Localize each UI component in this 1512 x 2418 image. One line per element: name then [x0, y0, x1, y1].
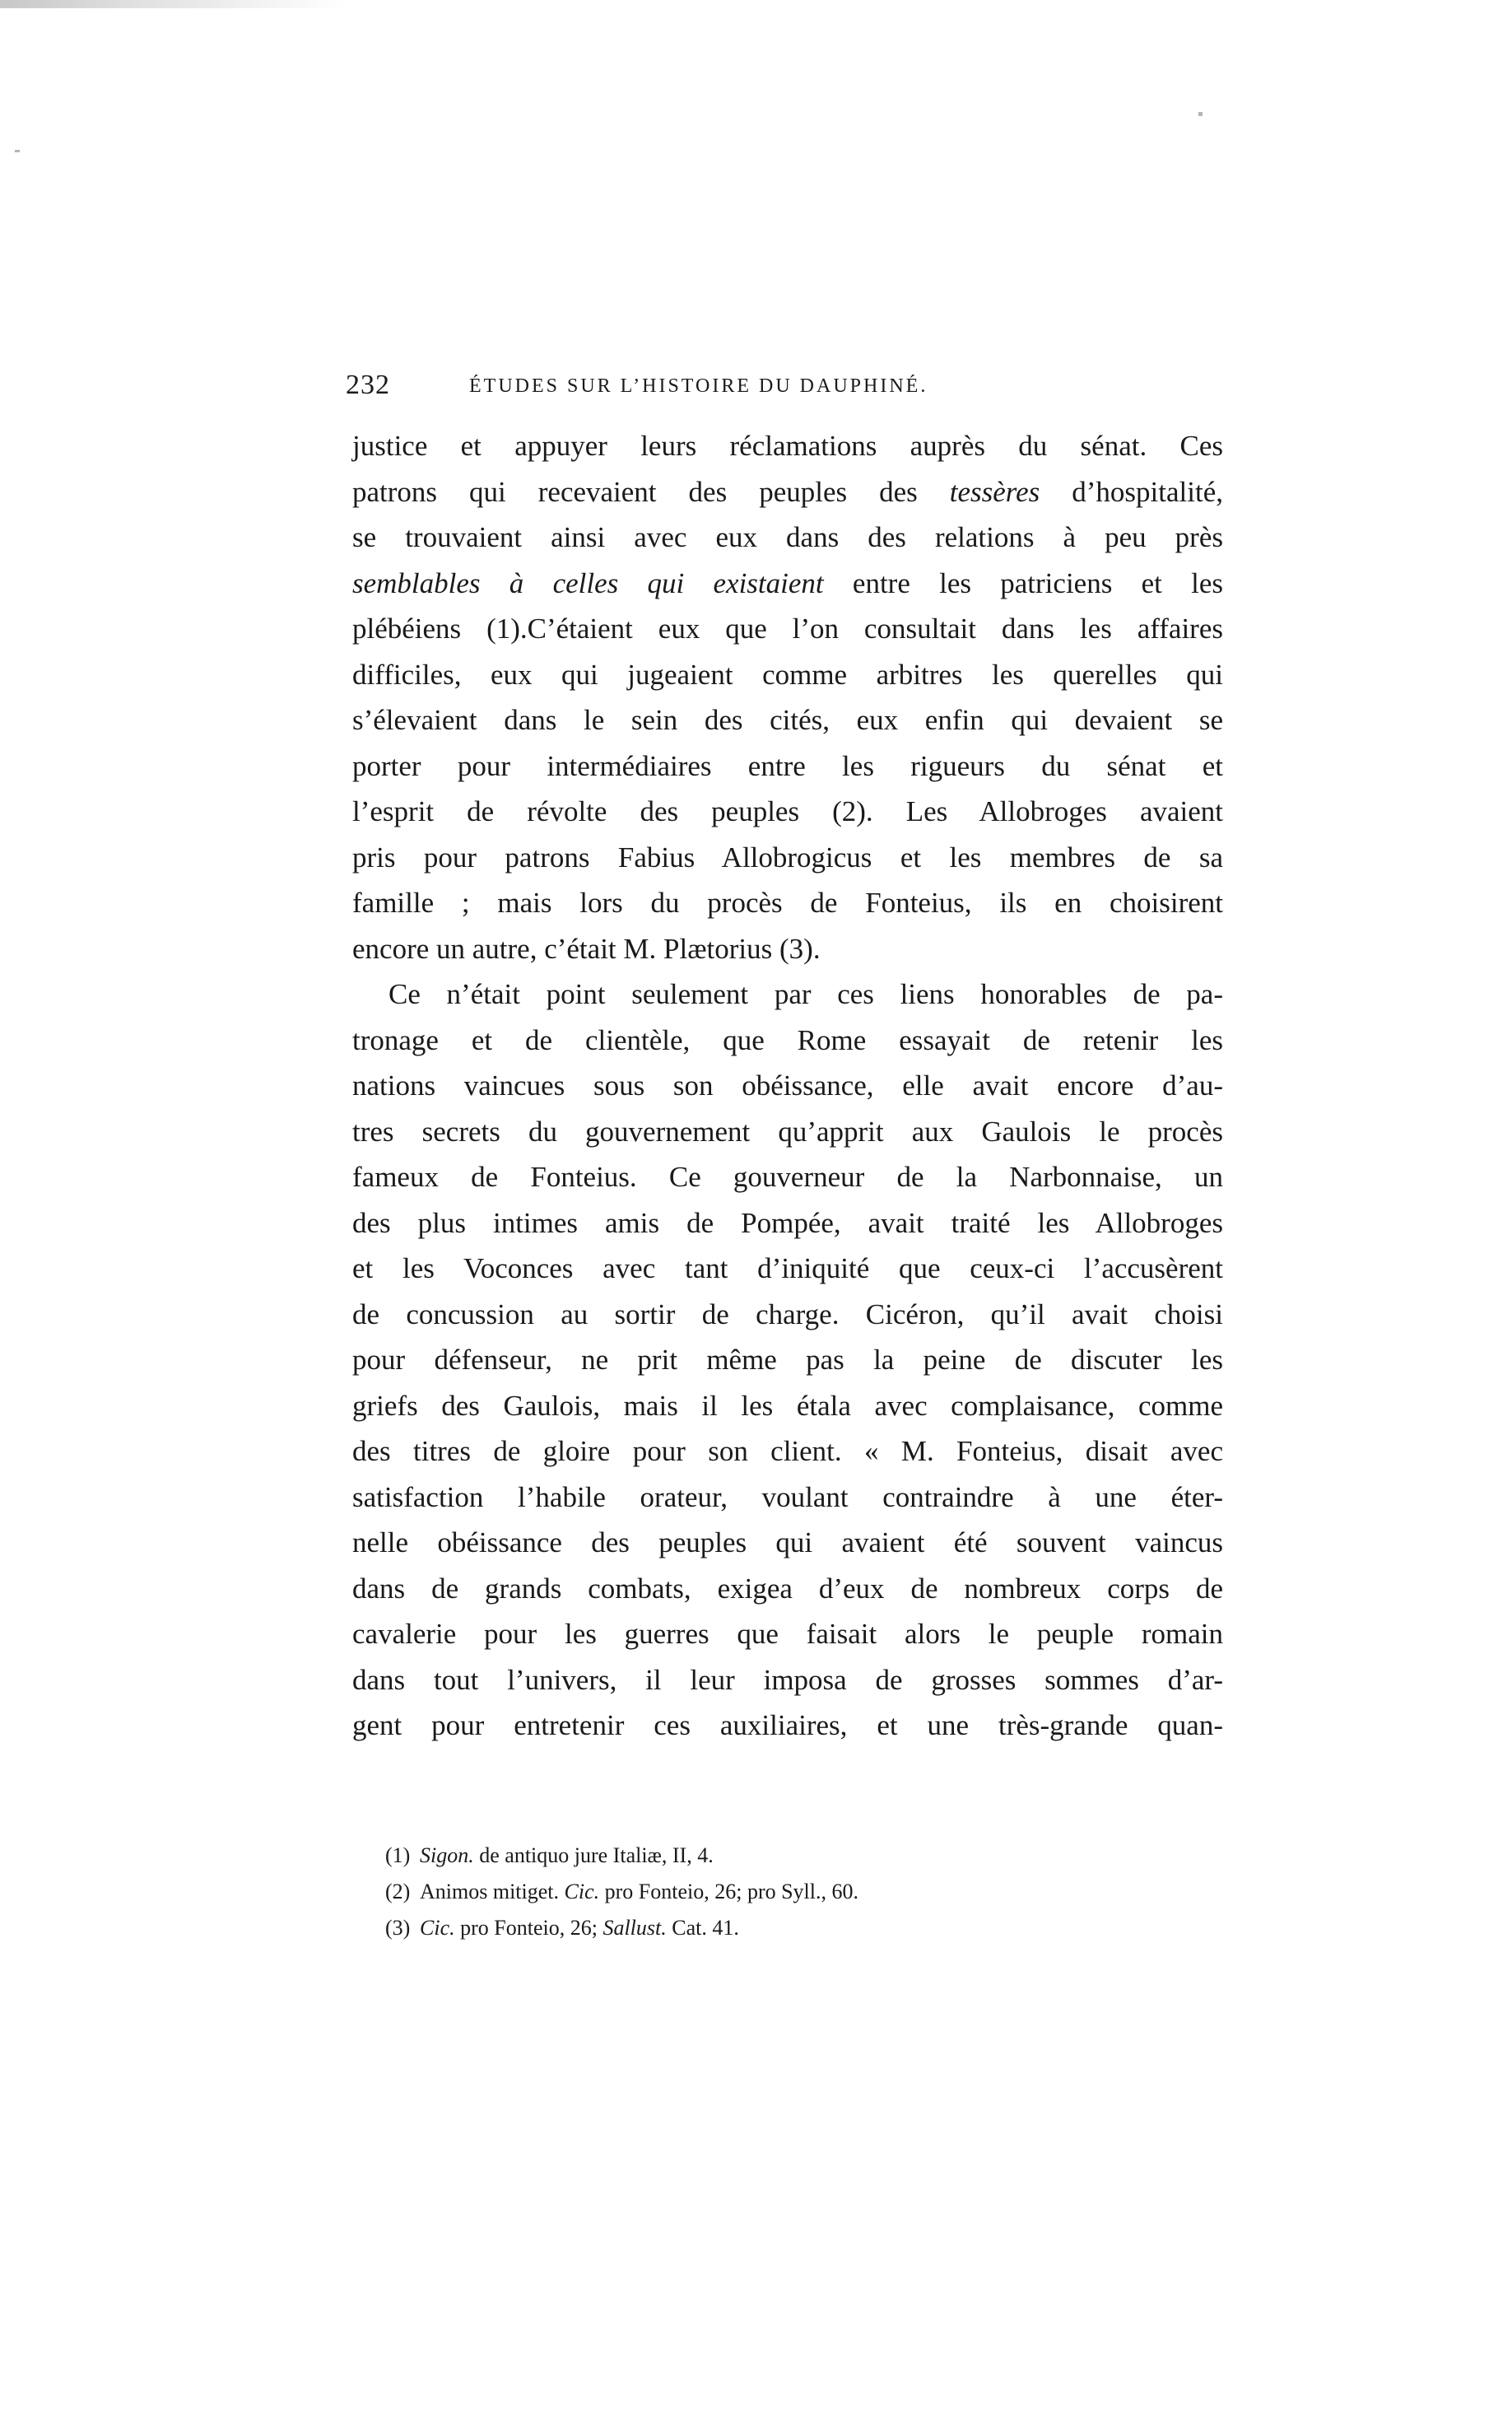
text-line: Ce n’était point seulement par ces liens honorables de pa- [388, 978, 1223, 1010]
footnote-text: pro Fonteio, 26; pro Syll., 60. [604, 1880, 859, 1903]
footnote-marker: (3) [385, 1916, 411, 1940]
text-line: tres secrets du gouvernement qu’apprit aux Gaulois le procès [352, 1115, 1223, 1148]
running-title: ÉTUDES SUR L’HISTOIRE DU DAUPHINÉ. [469, 375, 928, 397]
text-run: entre les patriciens et les [852, 566, 1223, 599]
text-line: difficiles, eux qui jugeaient comme arbitres les querelles qui [352, 658, 1223, 691]
text-line: pris pour patrons Fabius Allobrogicus et les membres de sa [352, 841, 1223, 874]
footnote-2 [385, 1874, 1175, 1910]
text-line: nations vaincues sous son obéissance, elle avait encore d’au- [352, 1069, 1223, 1102]
text-line: dans de grands combats, exigea d’eux de nombreux corps de [352, 1572, 1223, 1605]
italic-term: tessères [949, 475, 1040, 508]
text-line: s’élevaient dans le sein des cités, eux enfin qui devaient se [352, 704, 1223, 736]
footnote-author: Cic. [564, 1880, 600, 1903]
text-line: griefs des Gaulois, mais il les étala avec complaisance, comme [352, 1389, 1223, 1422]
margin-speck [15, 150, 20, 152]
footnote-marker: (1) [385, 1843, 411, 1867]
footnote-author: Sallust. [602, 1916, 667, 1940]
text-line: encore un autre, c’était M. Plætorius (3). [352, 932, 821, 965]
text-run: patrons qui recevaient des peuples des [352, 475, 918, 508]
footnotes [385, 1838, 1175, 1946]
text-line [352, 469, 1223, 515]
text-line: famille ; mais lors du procès de Fonteius, ils en choisirent [352, 887, 1223, 919]
text-line: de concussion au sortir de charge. Cicéron, qu’il avait choisi [352, 1298, 1223, 1330]
running-head [346, 369, 1062, 402]
text-line: satisfaction l’habile orateur, voulant contraindre à une éter- [352, 1480, 1223, 1513]
text-line: plébéiens (1).C’étaient eux que l’on consultait dans les affaires [352, 613, 1223, 645]
scan-edge-mark [0, 0, 346, 8]
text-run: d’hospitalité, [1072, 475, 1223, 508]
text-line [352, 561, 1223, 607]
footnote-author: Cic. [420, 1916, 455, 1940]
page-number: 232 [346, 370, 390, 400]
body-text [352, 423, 1223, 1749]
margin-speck [1198, 112, 1203, 116]
footnote-1 [385, 1838, 1175, 1874]
text-line: des titres de gloire pour son client. « M. Fonteius, disait avec [352, 1435, 1223, 1467]
text-line: des plus intimes amis de Pompée, avait traité les Allobroges [352, 1206, 1223, 1239]
text-line: dans tout l’univers, il leur imposa de grosses sommes d’ar- [352, 1663, 1223, 1696]
footnote-text: Animos mitiget. [420, 1880, 559, 1903]
text-line: nelle obéissance des peuples qui avaient été souvent vaincus [352, 1526, 1223, 1558]
footnote-3 [385, 1910, 1175, 1946]
text-line: fameux de Fonteius. Ce gouverneur de la Narbonnaise, un [352, 1161, 1223, 1193]
footnote-text: pro Fonteio, 26; [460, 1916, 598, 1940]
text-line: tronage et de clientèle, que Rome essayait de retenir les [352, 1023, 1223, 1056]
italic-phrase: semblables à celles qui existaient [352, 566, 824, 599]
text-line: et les Voconces avec tant d’iniquité que ceux-ci l’accusèrent [352, 1252, 1223, 1284]
footnote-author: Sigon. [420, 1843, 474, 1867]
footnote-text: de antiquo jure Italiæ, II, 4. [479, 1843, 714, 1867]
text-line: cavalerie pour les guerres que faisait alors le peuple romain [352, 1618, 1223, 1650]
text-line: porter pour intermédiaires entre les rigueurs du sénat et [352, 749, 1223, 782]
text-line: justice et appuyer leurs réclamations auprès du sénat. Ces [352, 430, 1223, 462]
text-line: pour défenseur, ne prit même pas la peine de discuter les [352, 1344, 1223, 1376]
text-line: se trouvaient ainsi avec eux dans des relations à peu près [352, 521, 1223, 553]
footnote-marker: (2) [385, 1880, 411, 1903]
footnote-text: Cat. 41. [672, 1916, 739, 1940]
text-line: l’esprit de révolte des peuples (2). Les Allobroges avaient [352, 795, 1223, 827]
text-line: gent pour entretenir ces auxiliaires, et une très-grande quan- [352, 1709, 1223, 1741]
